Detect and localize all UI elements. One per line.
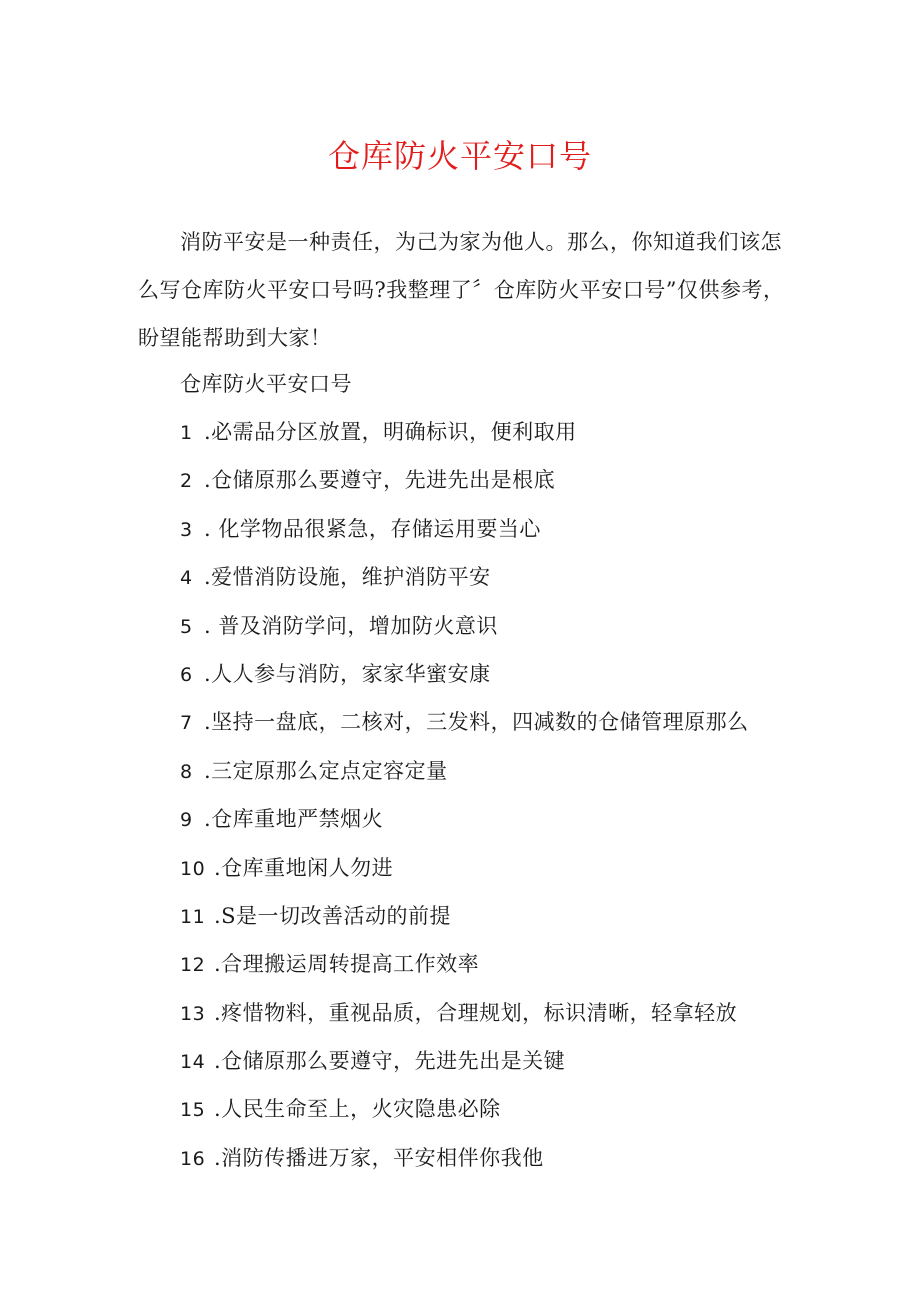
- item-number: 13: [180, 1002, 206, 1025]
- item-text: .S是一切改善活动的前提: [214, 903, 452, 928]
- item-number: 8: [180, 760, 193, 783]
- list-item: [180, 505, 820, 553]
- item-number: 6: [180, 663, 193, 686]
- item-text: . 化学物品很紧急，存储运用要当心: [204, 516, 541, 541]
- list-item: [180, 698, 820, 746]
- item-text: .仓储原那么要遵守，先进先出是关键: [214, 1049, 566, 1074]
- item-text: .必需品分区放置，明确标识，便利取用: [204, 420, 577, 444]
- list-item: [180, 456, 820, 504]
- slogan-list: [180, 408, 820, 1182]
- item-number: 7: [180, 712, 193, 735]
- item-number: 2: [180, 470, 193, 493]
- list-item: [180, 795, 820, 843]
- item-number: 15: [180, 1099, 206, 1122]
- item-number: 5: [180, 615, 193, 638]
- intro-paragraph: 消防平安是一种责任，为己为家为他人。那么，你知道我们该怎么写仓库防火平安口号吗?我整理了〞仓库防火平安口号”仅供参考，盼望能帮助到大家！: [138, 230, 785, 350]
- list-item: [180, 747, 820, 795]
- list-item: [180, 553, 820, 601]
- item-text: .三定原那么定点定容定量: [204, 758, 448, 783]
- page-title: 仓库防火平安口号: [327, 137, 592, 175]
- list-item: [180, 1037, 820, 1085]
- item-text: .合理搬运周转提高工作效率: [214, 952, 480, 977]
- item-text: .仓库重地闲人勿进: [214, 855, 394, 880]
- item-text: .人人参与消防，家家华蜜安康: [204, 661, 491, 686]
- list-item: [180, 602, 820, 650]
- list-item: [180, 989, 820, 1037]
- item-text: .坚持一盘底，二核对，三发料，四减数的仓储管理原那么: [204, 710, 749, 735]
- item-text: .仓储原那么要遵守，先进先出是根底: [204, 468, 556, 493]
- item-text: . 普及消防学问，增加防火意识: [204, 613, 498, 638]
- item-text: .消防传播进万家，平安相伴你我他: [214, 1145, 544, 1170]
- item-number: 16: [180, 1147, 206, 1170]
- item-number: 1: [180, 422, 193, 444]
- list-item: [180, 408, 820, 456]
- list-item: [180, 892, 820, 940]
- item-number: 9: [180, 809, 193, 832]
- section-subheading: 仓库防火平安口号: [180, 372, 352, 396]
- list-item: [180, 940, 820, 988]
- item-number: 11: [180, 905, 206, 928]
- item-text: .爱惜消防设施，维护消防平安: [204, 565, 491, 590]
- list-item: [180, 1085, 820, 1133]
- item-text: .疼惜物料，重视品质，合理规划，标识清晰，轻拿轻放: [214, 1000, 738, 1025]
- item-number: 3: [180, 518, 193, 541]
- list-item: [180, 650, 820, 698]
- item-number: 4: [180, 567, 193, 590]
- item-text: .仓库重地严禁烟火: [204, 807, 384, 832]
- item-text: .人民生命至上，火灾隐患必除: [214, 1097, 501, 1122]
- item-number: 10: [180, 857, 206, 880]
- item-number: 14: [180, 1051, 206, 1074]
- list-item: [180, 844, 820, 892]
- item-number: 12: [180, 954, 206, 977]
- list-item: [180, 1134, 820, 1182]
